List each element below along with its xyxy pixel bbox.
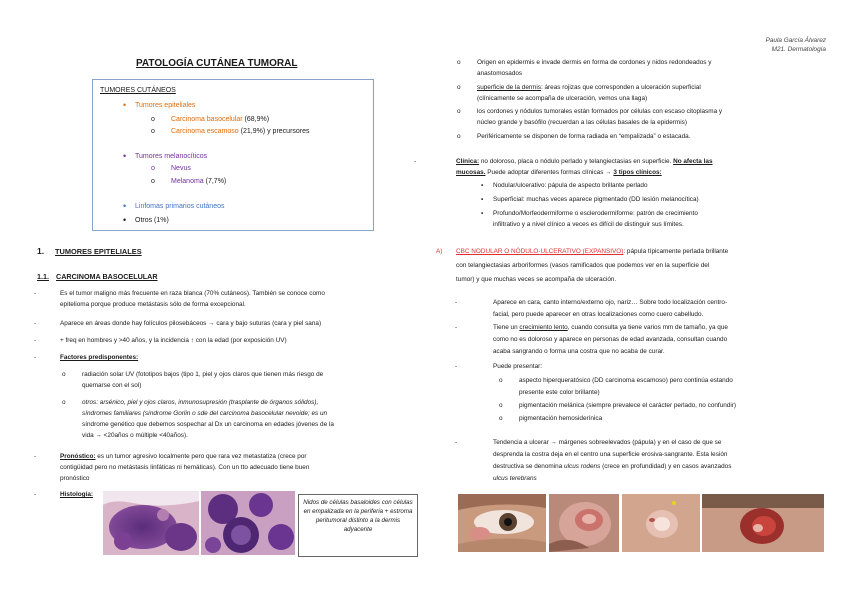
- factor-2-line2: síndromes familiares (síndrome Gorlin o sde del carcinoma basocelular nevoide; es un: [82, 410, 328, 417]
- d2-line2: como no es doloroso y aparece en personas de edad avanzada, consultan cuando: [493, 336, 728, 343]
- section-a-line2: con telangiectasias arboriformes (vasos ramificados que podemos ver en la superficie del: [456, 262, 710, 269]
- factores-heading: Factores predisponentes:: [60, 354, 139, 361]
- pronostico-line2: contigüidad pero no metástasis linfáticas ni hemáticas). Con un tto adecuado tiene buen: [60, 464, 310, 471]
- factor-2-line3: síndrome genético que debemos sospechar al Dx un carcinoma en edades jóvenes de la: [82, 421, 334, 428]
- r-o2-line2: (clínicamente se acompaña de ulceración, vemos una llaga): [477, 95, 648, 102]
- box-heading: TUMORES CUTÁNEOS: [100, 87, 176, 94]
- box-melanociticos: Tumores melanocíticos: [135, 153, 208, 160]
- factor-2-line1: otros: arsénico, piel y ojos claros, inmunosupresión (trasplante de órganos sólidos),: [82, 399, 319, 406]
- factor-1-line1: radiación solar UV (fototipos bajos (tipo 1, piel y ojos claros que tienen más riesgo de: [82, 371, 324, 378]
- clinical-photo-lesion: [622, 494, 700, 552]
- pronostico-line1: Pronóstico: es un tumor agresivo localmente pero que rara vez metastatiza (crece por: [60, 453, 307, 460]
- d3: Puede presentar:: [493, 363, 543, 370]
- section-a-line1: CBC NODULAR O NÓDULO-ULCERATIVO (EXPANSIVO): pápula típicamente perlada brillante: [456, 248, 729, 255]
- d4-line2: desprenda la costra deja en el centro una superficie erosiva-sangrante. Esta lesión: [493, 451, 728, 458]
- r-o1-line2: anastomosados: [477, 70, 523, 77]
- tipo-1: Nodular/ulcerativo: pápula de aspecto brillante perlado: [493, 182, 648, 189]
- r-o3-line1: los cordones y nódulos tumorales están formados por células con escaso citoplasma y: [477, 108, 723, 115]
- header-author: Paula García Álvarez: [765, 37, 826, 44]
- clinical-photo-nose: [549, 494, 619, 552]
- p3: + freq en hombres y >40 años, y la incidencia ↑ con la edad (por exposición UV): [60, 337, 287, 344]
- section-11-title: CARCINOMA BASOCELULAR: [56, 272, 158, 281]
- clinica-line2: mucosas. Puede adoptar diferentes formas clínicas → 3 tipos clínicos:: [456, 169, 662, 176]
- d2-line1: Tiene un crecimiento lento, cuando consulta ya tiene varios mm de tamaño, ya que: [493, 324, 728, 331]
- d3-o1-line1: aspecto hiperqueratósico (DD carcinoma escamoso) pero continúa estando: [519, 377, 733, 384]
- section-a-label: A): [436, 248, 443, 255]
- histology-caption: Nidos de células basaloides con células en empalizada en la periferia + estroma peritumoral distinto a la dermis adyacente: [298, 494, 418, 557]
- header-subject: M21. Dermatología: [771, 46, 826, 53]
- section-11-number: 1.1.: [37, 272, 49, 281]
- d3-o2: pigmentación melánica (siempre prevalece el carácter perlado, no confundir): [519, 402, 737, 409]
- section-a-line3: tumor) y que muchas veces se acompaña de ulceración.: [456, 276, 617, 283]
- clinica-line1: Clínica: no doloroso, placa o nódulo perlado y telangiectasias en superficie. No afecta las: [456, 158, 713, 165]
- factor-2-line4: vida → <20años o múltiple <40años).: [82, 432, 188, 439]
- p2: Aparece en áreas donde hay folículos pilosebáceos → cara y bajo suturas (cara y piel sana): [60, 320, 322, 327]
- box-otros: Otros (1%): [135, 217, 169, 224]
- tipo-3-line2: infiltrativo y a nivel clínico a veces es difícil de distinguir sus límites.: [493, 221, 684, 228]
- section-1-title: TUMORES EPITELIALES: [55, 247, 142, 256]
- clinical-photo-eye: [458, 494, 546, 552]
- d2-line3: acaba sangrando o forma una costra que no acaba de curar.: [493, 348, 665, 355]
- page-title: PATOLOGÍA CUTÁNEA TUMORAL: [136, 58, 298, 69]
- tipo-3-line1: Profundo/Morfeodermiforme o esclerodermiforme: patrón de crecimiento: [493, 210, 698, 217]
- d4-line3: destructiva se denomina ulcus rodens (crece en profundidad) y en casos avanzados: [493, 463, 732, 470]
- section-1-number: 1.: [37, 246, 45, 256]
- d4-line4: ulcus terebrans: [493, 475, 537, 482]
- box-nevus: Nevus: [171, 165, 191, 172]
- d1-line2: facial, pero puede aparecer en otras localizaciones como cuero cabelludo.: [493, 311, 704, 318]
- factor-1-line2: quemarse con el sol): [82, 382, 142, 389]
- p1-line1: Es el tumor maligno más frecuente en raza blanca (70% cutáneos). También se conoce como: [60, 290, 325, 297]
- r-o4: Periféricamente se disponen de forma radiada en “empalizada” o estacada.: [477, 133, 691, 140]
- box-cbc: Carcinoma basocelular (68,9%): [171, 116, 270, 123]
- d4-line1: Tendencia a ulcerar → márgenes sobreelevados (pápula) y en el caso de que se: [493, 439, 722, 446]
- box-epiteliales: Tumores epiteliales: [135, 102, 196, 109]
- r-o3-line2: núcleo grande y basófilo (recuerdan a las células basales de la epidermis): [477, 119, 687, 126]
- histology-image-2: [201, 491, 295, 555]
- r-o1-line1: Origen en epidermis e invade dermis en forma de cordones y nidos redondeados y: [477, 59, 712, 66]
- d1-line1: Aparece en cara, canto interno/externo ojo, nariz… Sobre todo localización centro-: [493, 299, 728, 306]
- tipo-2: Superficial: muchas veces aparece pigmentado (DD lesión melanocítica): [493, 196, 699, 203]
- d3-o3: pigmentación hemosiderínica: [519, 415, 603, 422]
- box-melanoma: Melanoma (7,7%): [171, 178, 227, 185]
- pronostico-line3: pronóstico: [60, 475, 90, 482]
- box-cec: Carcinoma escamoso (21,9%) y precursores: [171, 128, 310, 135]
- box-linfomas: Linfomas primarios cutáneos: [135, 203, 225, 210]
- r-o2-line1: superficie de la dermis: áreas rojizas que corresponden a ulceración superficial: [477, 84, 701, 91]
- d3-o1-line2: presente este color brillante): [519, 389, 600, 396]
- p1-line2: epitelioma porque produce metástasis sólo de forma excepcional.: [60, 301, 246, 308]
- histology-image-1: [103, 491, 199, 555]
- clinical-photo-ulcer: [702, 494, 824, 552]
- histologia-label: Histología:: [60, 491, 94, 498]
